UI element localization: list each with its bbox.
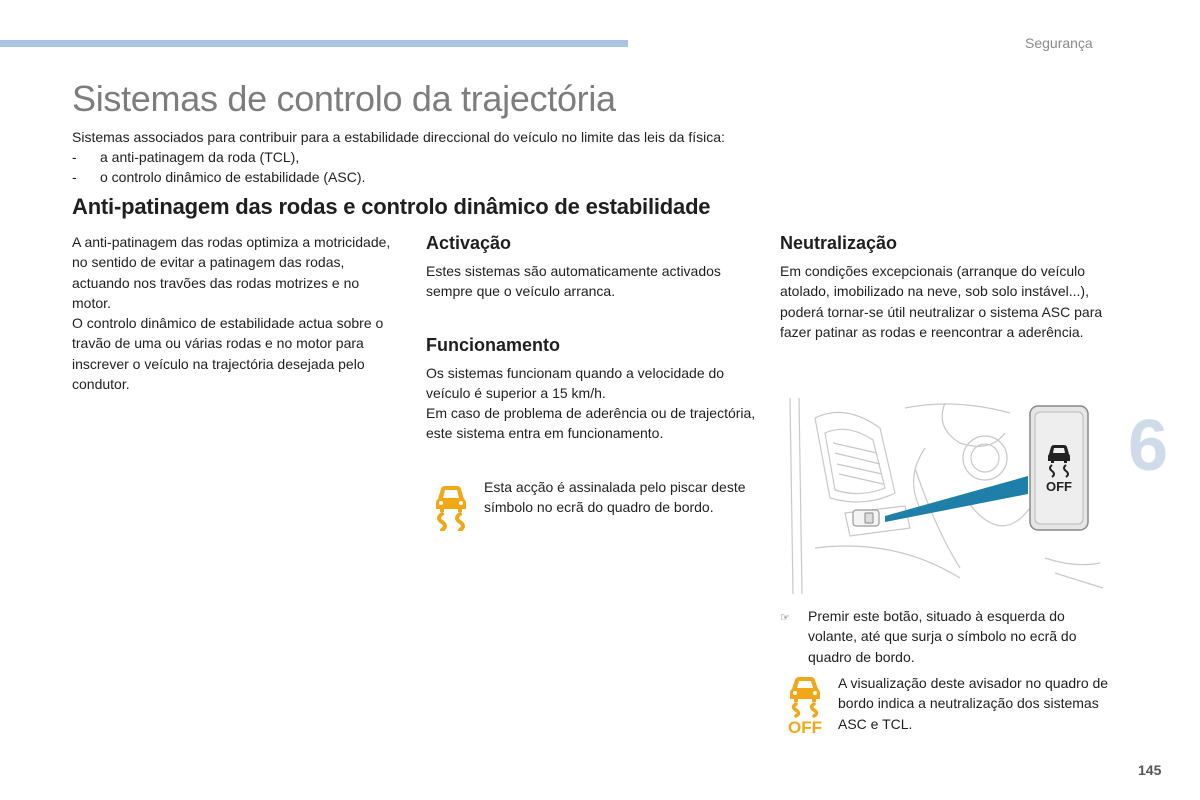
intro-list [72, 147, 832, 187]
off-button-label: OFF [1046, 479, 1072, 494]
column-neutralization [780, 232, 1110, 342]
section-name: Segurança [1025, 35, 1093, 51]
operation-paragraph: Os sistemas funcionam quando a velocidade do veículo é superior a 15 km/h. [426, 364, 725, 401]
dashboard-illustration [785, 398, 1105, 594]
activation-text: Estes sistemas são automaticamente activados sempre que o veículo arranca. [426, 263, 721, 300]
page-number: 145 [1138, 762, 1162, 778]
section-subtitle: Anti-patinagem das rodas e controlo dinâmico de estabilidade [72, 194, 711, 219]
off-warning-label: OFF [788, 718, 822, 735]
neutralization-heading: Neutralização [780, 233, 898, 253]
notice-text: Esta acção é assinalada pelo piscar deste símbolo no ecrã do quadro de bordo. [484, 479, 746, 516]
instruction-step [780, 606, 1110, 667]
skid-warning-icon [426, 477, 484, 537]
list-item: - a anti-patinagem da roda (TCL), [72, 149, 300, 165]
off-warning-notice [780, 673, 1110, 741]
intro-block [72, 127, 832, 187]
chapter-number: 6 [1128, 406, 1169, 486]
activation-heading: Activação [426, 233, 512, 253]
intro-text: Sistemas associados para contribuir para a estabilidade direccional do veículo no limite das leis da física: [72, 129, 725, 145]
instruction-text: Premir este botão, situado à esquerda do volante, até que surja o símbolo no ecrã do quadro de bordo. [808, 608, 1077, 665]
description-paragraph: O controlo dinâmico de estabilidade actua sobre o travão de uma ou várias rodas e no motor para inscrever o veículo na trajectória desejada pelo condutor. [72, 315, 384, 393]
operation-paragraph: Em caso de problema de aderência ou de trajectória, este sistema entra em funcionamento. [426, 405, 756, 442]
column-description [72, 232, 392, 394]
page-title: Sistemas de controlo da trajectória [72, 78, 616, 119]
skid-off-warning-icon [780, 673, 838, 741]
warning-text: A visualização deste avisador no quadro de bordo indica a neutralização dos sistemas ASC e TCL. [838, 675, 1109, 732]
neutralization-text: Em condições excepcionais (arranque do veículo atolado, imobilizado na neve, sob solo instável...), poderá tornar-se útil neutralizar o sistema ASC para fazer patinar as rodas e reencontrar a aderência. [780, 263, 1103, 340]
column-activation-operation [426, 232, 756, 444]
pointing-hand-icon: ☞ [780, 612, 790, 624]
stability-notice [426, 477, 756, 537]
header-accent-bar [0, 40, 628, 47]
operation-heading: Funcionamento [426, 334, 560, 355]
list-item: - o controlo dinâmico de estabilidade (ASC). [72, 169, 366, 185]
description-paragraph: A anti-patinagem das rodas optimiza a motricidade, no sentido de evitar a patinagem das rodas, actuando nos travões das rodas motrizes e no motor. [72, 234, 391, 311]
